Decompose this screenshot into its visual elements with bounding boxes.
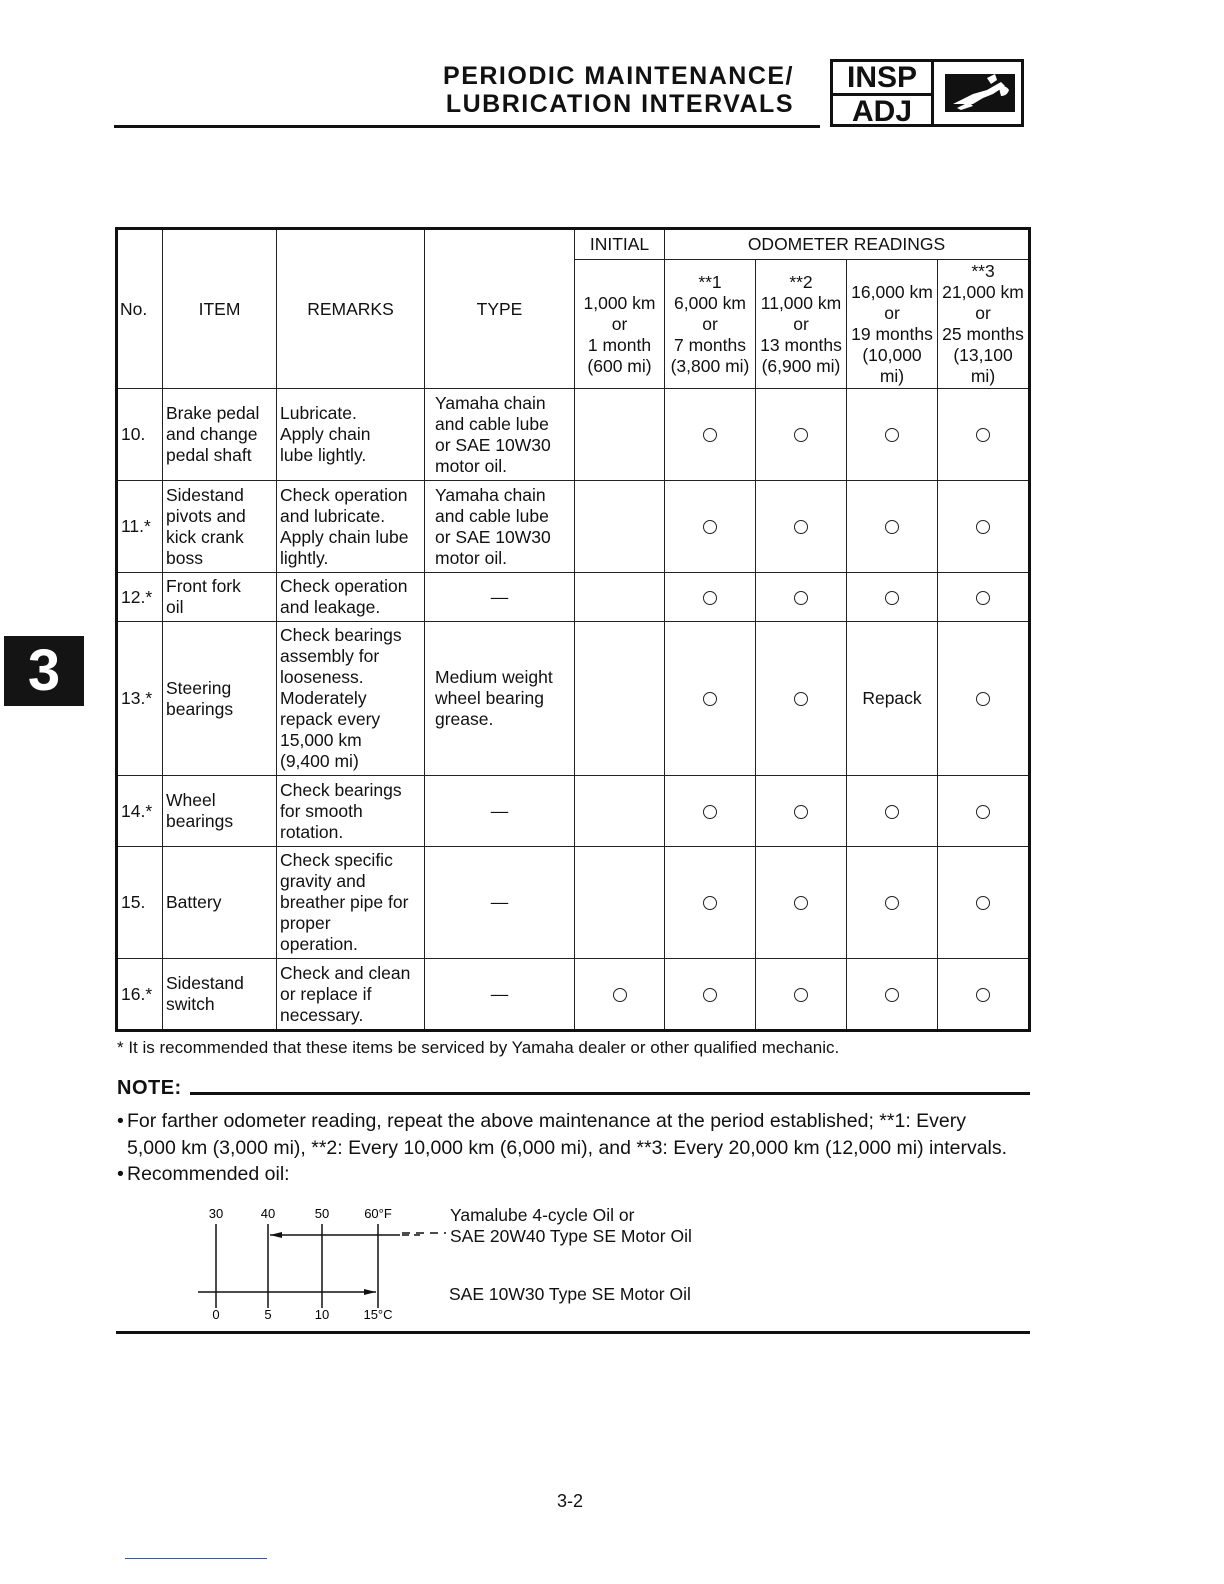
row-remarks: Check operation and leakage. bbox=[277, 573, 425, 622]
row-type: — bbox=[425, 847, 575, 959]
interval-cell bbox=[938, 481, 1030, 573]
note-line2: Recommended oil: bbox=[127, 1163, 290, 1185]
check-circle-icon bbox=[794, 428, 808, 442]
row-remarks: Check operation and lubricate. Apply chain lube lightly. bbox=[277, 481, 425, 573]
row-item: Sidestand switch bbox=[163, 959, 277, 1031]
header-item: ITEM bbox=[163, 229, 277, 389]
table-row bbox=[117, 573, 1030, 622]
interval-cell bbox=[575, 573, 665, 622]
row-remarks: Check bearings assembly for looseness. Moderately repack every 15,000 km (9,400 mi) bbox=[277, 622, 425, 776]
header-col-2 bbox=[756, 260, 847, 389]
row-type: Yamaha chain and cable lube or SAE 10W30 motor oil. bbox=[425, 389, 575, 481]
interval-cell bbox=[665, 389, 756, 481]
col-km: 6,000 km bbox=[674, 292, 746, 313]
col-mi: (10,000 mi) bbox=[862, 345, 922, 386]
check-circle-icon bbox=[885, 988, 899, 1002]
check-circle-icon bbox=[703, 805, 717, 819]
row-remarks: Check and clean or replace if necessary. bbox=[277, 959, 425, 1031]
header-rule bbox=[114, 125, 820, 128]
check-circle-icon bbox=[976, 896, 990, 910]
interval-cell bbox=[756, 959, 847, 1031]
f-tick-30: 30 bbox=[208, 1206, 224, 1221]
check-circle-icon bbox=[976, 520, 990, 534]
col-mi: (3,800 mi) bbox=[670, 355, 750, 376]
bullet: • bbox=[117, 1163, 124, 1185]
row-type: Yamaha chain and cable lube or SAE 10W30 motor oil. bbox=[425, 481, 575, 573]
col-mi: (600 mi) bbox=[587, 355, 652, 376]
col-time: 1 month bbox=[587, 334, 652, 355]
interval-cell bbox=[665, 573, 756, 622]
badge-divider bbox=[931, 62, 934, 124]
interval-cell bbox=[938, 573, 1030, 622]
col-mark: **1 bbox=[698, 271, 722, 292]
interval-cell bbox=[938, 847, 1030, 959]
interval-cell bbox=[575, 389, 665, 481]
col-or: or bbox=[975, 303, 991, 323]
row-no: 15. bbox=[117, 847, 163, 959]
row-no: 14.* bbox=[117, 776, 163, 847]
row-item: Brake pedal and change pedal shaft bbox=[163, 389, 277, 481]
maintenance-table bbox=[115, 227, 1031, 1032]
oil1-leader-dash bbox=[400, 1228, 448, 1238]
check-circle-icon bbox=[703, 591, 717, 605]
interval-cell bbox=[575, 776, 665, 847]
interval-cell bbox=[938, 622, 1030, 776]
interval-cell bbox=[756, 622, 847, 776]
footnote: * It is recommended that these items be serviced by Yamaha dealer or other qualified mechanic. bbox=[117, 1038, 840, 1057]
interval-cell bbox=[756, 481, 847, 573]
check-circle-icon bbox=[976, 591, 990, 605]
interval-cell bbox=[847, 389, 938, 481]
check-circle-icon bbox=[794, 988, 808, 1002]
interval-cell bbox=[665, 776, 756, 847]
header-odometer: ODOMETER READINGS bbox=[665, 229, 1030, 260]
link-underline bbox=[125, 1558, 267, 1559]
interval-cell bbox=[756, 847, 847, 959]
check-circle-icon bbox=[794, 591, 808, 605]
col-or: or bbox=[884, 303, 900, 323]
col-mi: (13,100 mi) bbox=[953, 345, 1013, 386]
f-tick-40: 40 bbox=[260, 1206, 276, 1221]
interval-cell bbox=[665, 481, 756, 573]
page-title-line2: LUBRICATION INTERVALS bbox=[445, 90, 794, 118]
col-or: or bbox=[611, 313, 628, 334]
oil2-label: SAE 10W30 Type SE Motor Oil bbox=[449, 1284, 691, 1304]
interval-cell bbox=[938, 389, 1030, 481]
interval-cell bbox=[575, 847, 665, 959]
header-type: TYPE bbox=[425, 229, 575, 389]
row-no: 13.* bbox=[117, 622, 163, 776]
oil-temperature-chart bbox=[190, 1200, 420, 1330]
note-item-odometer bbox=[117, 1108, 1032, 1162]
oil1-label-line2: SAE 20W40 Type SE Motor Oil bbox=[450, 1226, 692, 1246]
check-circle-icon bbox=[613, 988, 627, 1002]
note-label: NOTE: bbox=[117, 1077, 182, 1099]
f-tick-50: 50 bbox=[314, 1206, 330, 1221]
col-or: or bbox=[702, 313, 718, 334]
interval-cell bbox=[756, 573, 847, 622]
note-line1a: For farther odometer reading, repeat the above maintenance at the period established; **1: Every bbox=[127, 1110, 967, 1132]
check-circle-icon bbox=[703, 988, 717, 1002]
check-circle-icon bbox=[794, 692, 808, 706]
col-mi: (6,900 mi) bbox=[761, 355, 841, 376]
col-time: 13 months bbox=[760, 334, 842, 355]
badge-insp: INSP bbox=[833, 62, 931, 96]
c-tick-5: 5 bbox=[264, 1307, 272, 1322]
row-no: 16.* bbox=[117, 959, 163, 1031]
interval-cell bbox=[847, 776, 938, 847]
check-circle-icon bbox=[976, 988, 990, 1002]
interval-cell bbox=[665, 847, 756, 959]
check-circle-icon bbox=[885, 520, 899, 534]
check-circle-icon bbox=[976, 805, 990, 819]
page-title bbox=[380, 62, 794, 118]
col-time: 7 months bbox=[674, 334, 746, 355]
header-initial: INITIAL bbox=[575, 229, 665, 260]
oil1-label-line1: Yamalube 4-cycle Oil or bbox=[450, 1205, 635, 1225]
check-circle-icon bbox=[976, 428, 990, 442]
col-time: 19 months bbox=[851, 324, 933, 344]
row-remarks: Lubricate. Apply chain lube lightly. bbox=[277, 389, 425, 481]
interval-cell bbox=[575, 481, 665, 573]
check-circle-icon bbox=[885, 428, 899, 442]
col-mark: **3 bbox=[971, 261, 995, 281]
row-item: Battery bbox=[163, 847, 277, 959]
c-tick-15: 15°C bbox=[363, 1307, 393, 1322]
check-circle-icon bbox=[794, 520, 808, 534]
col-km: 11,000 km bbox=[760, 292, 842, 313]
table-row bbox=[117, 776, 1030, 847]
interval-cell bbox=[847, 847, 938, 959]
oil1-arrow bbox=[270, 1232, 282, 1238]
row-no: 11.* bbox=[117, 481, 163, 573]
row-type: — bbox=[425, 959, 575, 1031]
check-circle-icon bbox=[885, 591, 899, 605]
c-tick-0: 0 bbox=[212, 1307, 220, 1322]
col-mark bbox=[849, 261, 935, 282]
interval-cell: Repack bbox=[847, 622, 938, 776]
col-mark: **2 bbox=[789, 271, 813, 292]
check-circle-icon bbox=[703, 692, 717, 706]
row-type: — bbox=[425, 776, 575, 847]
check-circle-icon bbox=[885, 805, 899, 819]
interval-cell bbox=[665, 622, 756, 776]
note-line1b: 5,000 km (3,000 mi), **2: Every 10,000 km (6,000 mi), and **3: Every 20,000 km (12,000 mi) intervals. bbox=[127, 1137, 1008, 1159]
check-circle-icon bbox=[794, 805, 808, 819]
table-row bbox=[117, 959, 1030, 1031]
wrench-hand-icon bbox=[943, 70, 1017, 116]
table-row bbox=[117, 389, 1030, 481]
header-col-1 bbox=[665, 260, 756, 389]
row-type: — bbox=[425, 573, 575, 622]
bottom-rule bbox=[116, 1331, 1030, 1334]
table-row bbox=[117, 847, 1030, 959]
header-col-3 bbox=[847, 260, 938, 389]
row-item: Steering bearings bbox=[163, 622, 277, 776]
check-circle-icon bbox=[703, 896, 717, 910]
col-time: 25 months bbox=[942, 324, 1024, 344]
section-badge bbox=[830, 59, 1024, 127]
interval-cell bbox=[847, 959, 938, 1031]
check-circle-icon bbox=[885, 896, 899, 910]
f-tick-60: 60°F bbox=[364, 1206, 392, 1221]
row-item: Front fork oil bbox=[163, 573, 277, 622]
row-item: Wheel bearings bbox=[163, 776, 277, 847]
oil2-arrow bbox=[364, 1289, 376, 1295]
check-circle-icon bbox=[794, 896, 808, 910]
chapter-tab: 3 bbox=[4, 636, 84, 706]
note-rule bbox=[190, 1092, 1030, 1095]
header-remarks: REMARKS bbox=[277, 229, 425, 389]
row-no: 12.* bbox=[117, 573, 163, 622]
interval-cell bbox=[575, 622, 665, 776]
check-circle-icon bbox=[976, 692, 990, 706]
check-circle-icon bbox=[703, 428, 717, 442]
c-tick-10: 10 bbox=[314, 1307, 330, 1322]
col-km: 16,000 km bbox=[851, 282, 933, 302]
interval-cell bbox=[847, 481, 938, 573]
interval-cell bbox=[575, 959, 665, 1031]
page-number: 3-2 bbox=[556, 1491, 583, 1511]
row-remarks: Check specific gravity and breather pipe for proper operation. bbox=[277, 847, 425, 959]
page-title-line1: PERIODIC MAINTENANCE/ bbox=[443, 62, 794, 90]
row-item: Sidestand pivots and kick crank boss bbox=[163, 481, 277, 573]
row-remarks: Check bearings for smooth rotation. bbox=[277, 776, 425, 847]
header-no: No. bbox=[117, 229, 163, 389]
badge-adj: ADJ bbox=[851, 95, 912, 128]
interval-cell bbox=[938, 959, 1030, 1031]
interval-cell bbox=[847, 573, 938, 622]
table-row bbox=[117, 622, 1030, 776]
interval-cell bbox=[665, 959, 756, 1031]
col-or: or bbox=[793, 313, 809, 334]
interval-cell bbox=[938, 776, 1030, 847]
interval-cell bbox=[756, 389, 847, 481]
header-col-4 bbox=[938, 260, 1030, 389]
interval-cell bbox=[756, 776, 847, 847]
row-type: Medium weight wheel bearing grease. bbox=[425, 622, 575, 776]
col-km: 21,000 km bbox=[942, 282, 1024, 302]
col-km: 1,000 km bbox=[583, 292, 656, 313]
note-item-oil bbox=[117, 1161, 290, 1188]
check-circle-icon bbox=[703, 520, 717, 534]
row-no: 10. bbox=[117, 389, 163, 481]
table-row bbox=[117, 481, 1030, 573]
bullet: • bbox=[117, 1110, 124, 1132]
col-mark bbox=[577, 272, 662, 293]
header-col-initial bbox=[575, 260, 665, 389]
